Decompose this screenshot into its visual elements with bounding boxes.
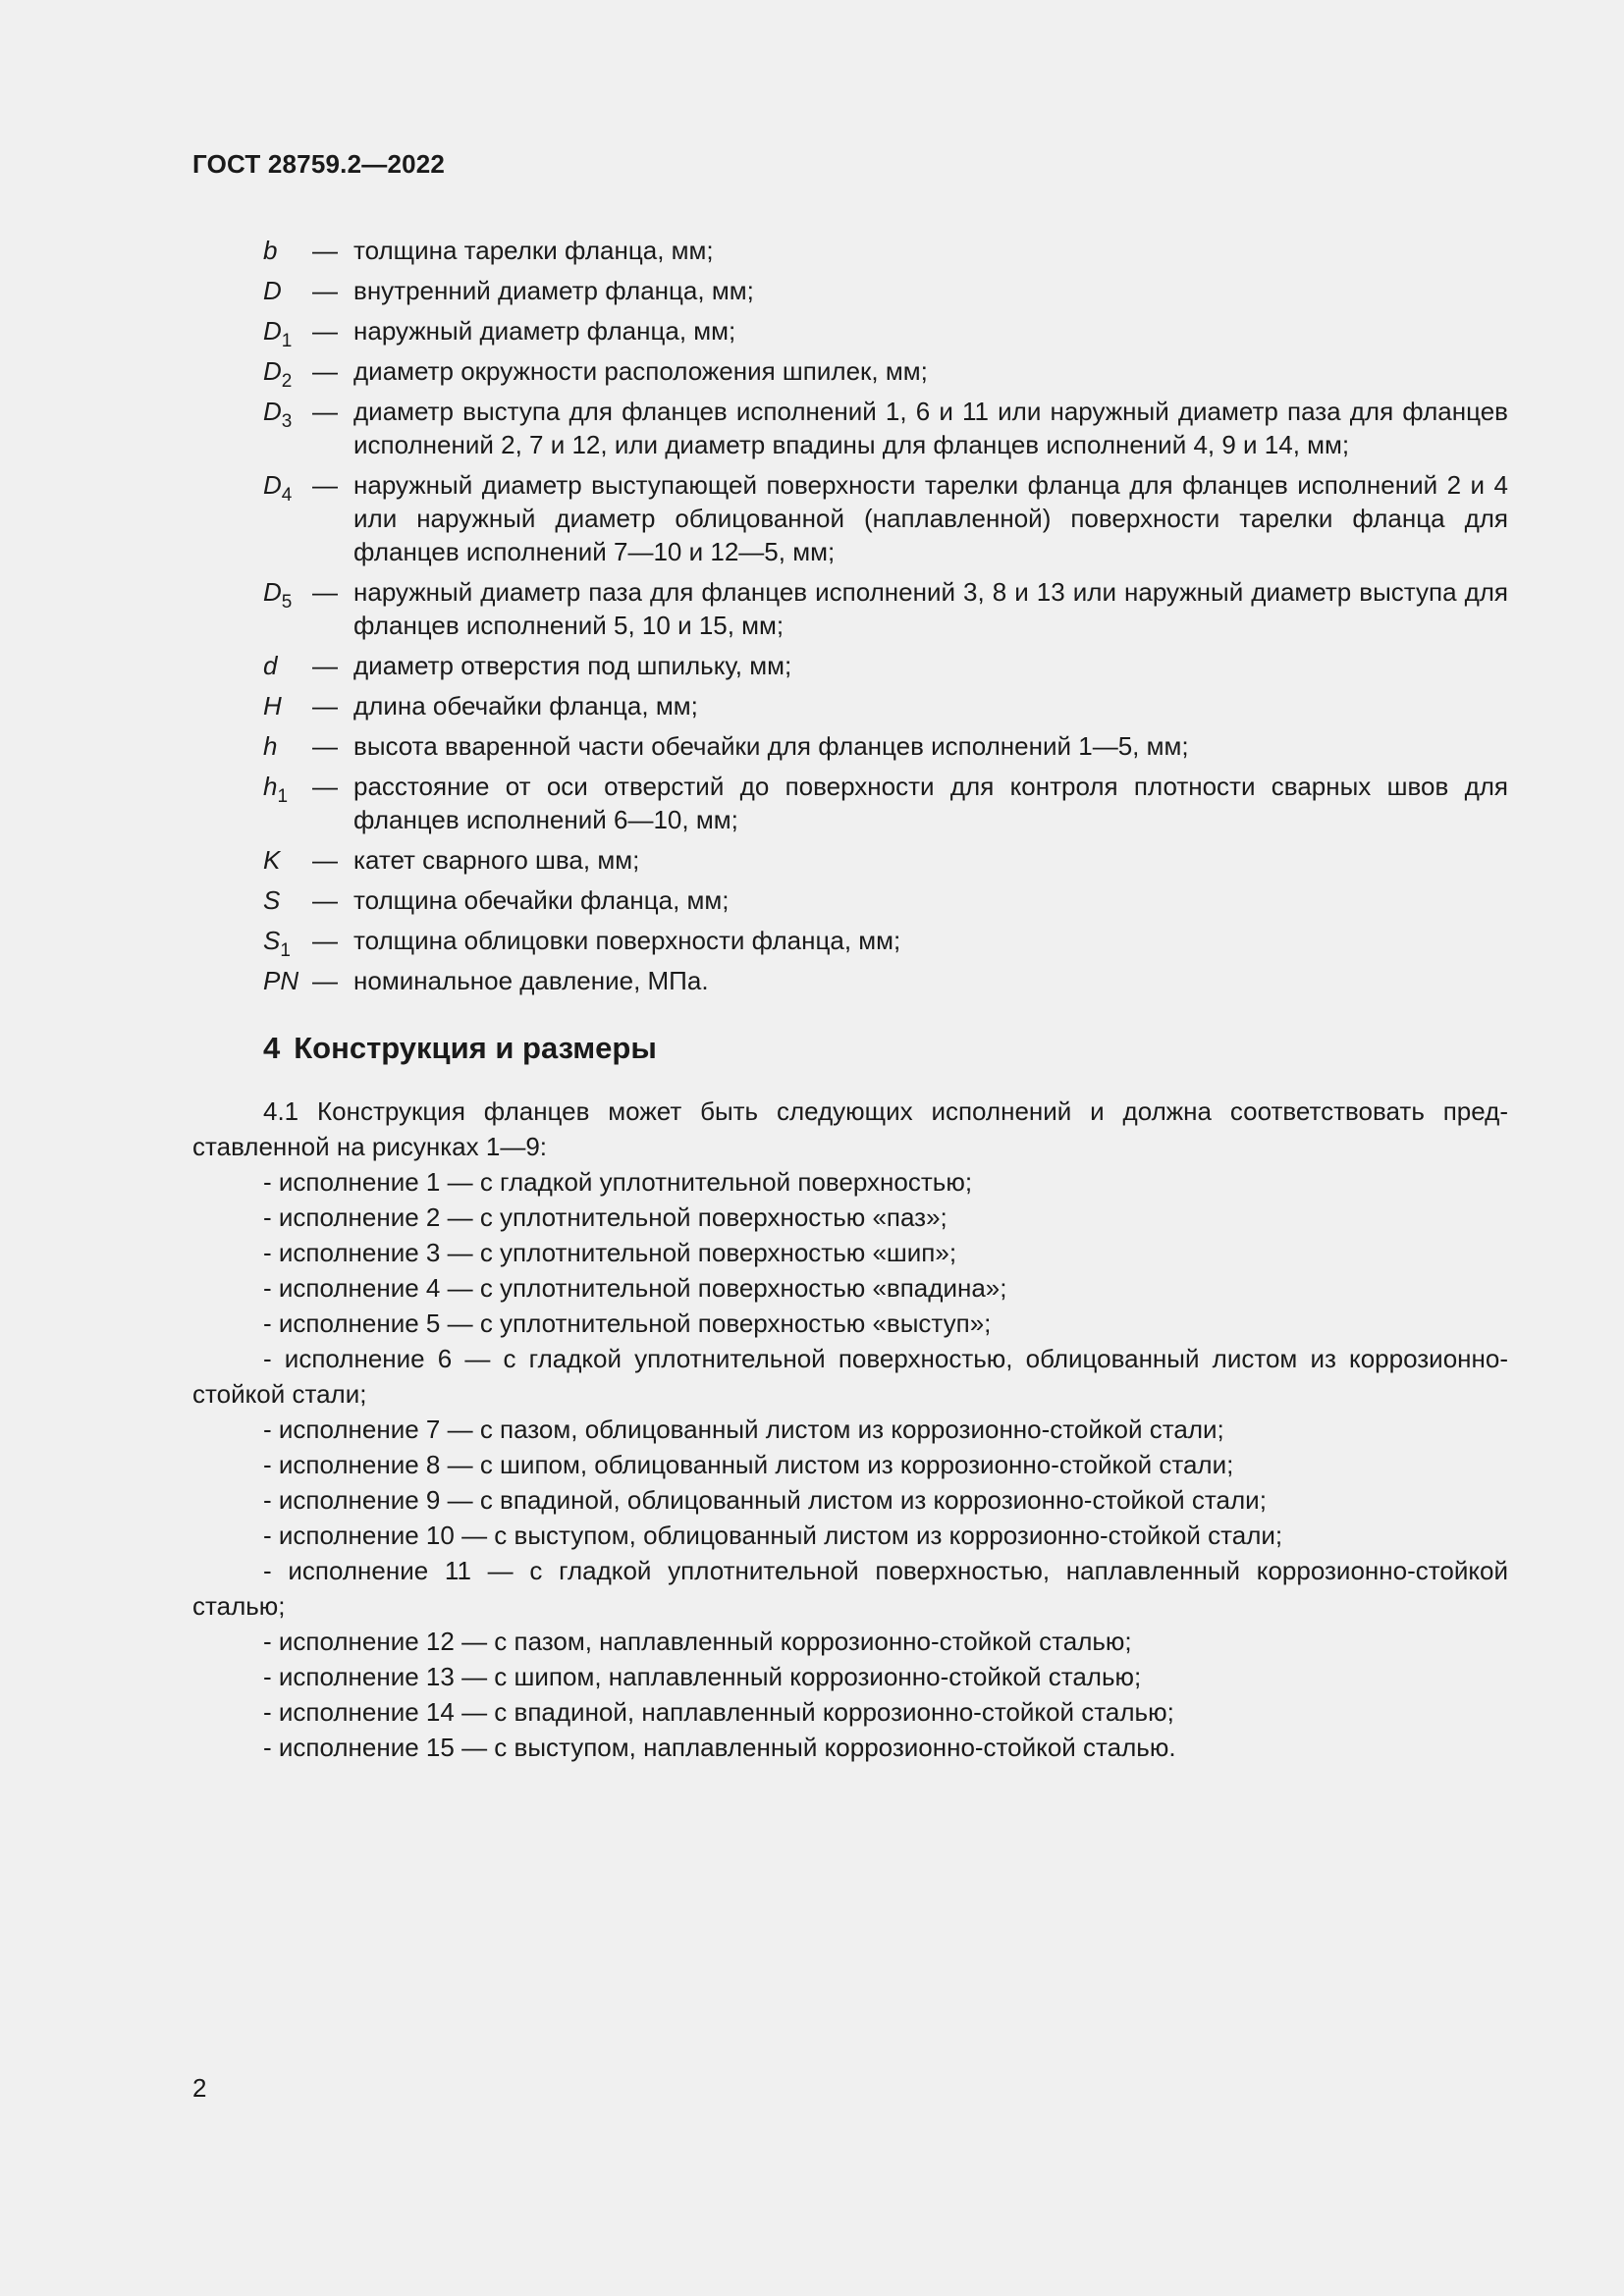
definition-text: номинальное давление, МПа. — [353, 966, 709, 995]
definition-row — [263, 575, 1508, 642]
document-header: ГОСТ 28759.2—2022 — [192, 149, 446, 179]
symbol-letter: S — [263, 926, 281, 955]
clause-paragraph: 4.1 Конструкция фланцев может быть следующих исполнений и должна соответствовать представленной на рисунках 1—9: — [192, 1096, 1508, 1161]
definition-symbol — [263, 395, 312, 461]
definition-text: катет сварного шва, мм; — [353, 845, 640, 875]
symbol-letter: H — [263, 691, 282, 721]
definition-row — [263, 314, 1508, 351]
definition-row — [263, 729, 1508, 763]
execution-list-item: - исполнение 4 — с уплотнительной поверхностью «впадина»; — [263, 1273, 1007, 1303]
symbol-subscript: 1 — [280, 940, 291, 961]
execution-list-item: - исполнение 5 — с уплотнительной поверхностью «выступ»; — [263, 1308, 992, 1338]
definition-text: расстояние от оси отверстий до поверхности для контроля плотности сварных швов для фланцев исполнений 6—10, мм; — [353, 772, 1508, 834]
execution-list-item: - исполнение 1 — с гладкой уплотнительной поверхностью; — [263, 1167, 973, 1197]
symbol-letter: b — [263, 236, 278, 265]
definition-row — [263, 468, 1508, 568]
execution-list-item: - исполнение 10 — с выступом, облицованный листом из коррозионно-стойкой стали; — [263, 1521, 1283, 1550]
definition-text: толщина тарелки фланца, мм; — [353, 236, 714, 265]
definition-symbol — [263, 843, 312, 877]
definition-row — [263, 274, 1508, 307]
symbol-subscript: 1 — [277, 786, 289, 807]
definition-text: диаметр окружности расположения шпилек, мм; — [353, 356, 928, 386]
definition-symbol — [263, 649, 312, 682]
definition-dash: — — [312, 577, 338, 607]
definition-dash: — — [312, 276, 338, 305]
execution-list-item: - исполнение 13 — с шипом, наплавленный коррозионно-стойкой сталью; — [263, 1662, 1142, 1691]
definition-symbol — [263, 770, 312, 836]
symbol-subscript: 1 — [281, 331, 293, 351]
definition-dash: — — [312, 356, 338, 386]
definition-symbol — [263, 689, 312, 722]
definition-dash: — — [312, 236, 338, 265]
definition-text: диаметр выступа для фланцев исполнений 1, 6 и 11 или наружный диаметр паза для фланцев исполнений 2, 7 и 12, или диаметр впадины для фланцев исполнений 4, 9 и 14, мм; — [353, 397, 1508, 459]
symbol-letter: D — [263, 470, 282, 500]
symbol-subscript: 5 — [281, 592, 293, 613]
execution-list-item: - исполнение 3 — с уплотнительной поверхностью «шип»; — [263, 1238, 957, 1267]
definition-dash: — — [312, 926, 338, 955]
definition-row — [263, 395, 1508, 461]
definition-text: наружный диаметр паза для фланцев исполнений 3, 8 и 13 или наружный диаметр выступа для фланцев исполнений 5, 10 и 15, мм; — [353, 577, 1508, 640]
definition-symbol — [263, 354, 312, 392]
definition-dash: — — [312, 470, 338, 500]
definition-row — [263, 234, 1508, 267]
execution-list-item: - исполнение 8 — с шипом, облицованный листом из коррозионно-стойкой стали; — [263, 1450, 1234, 1479]
definition-text: толщина облицовки поверхности фланца, мм; — [353, 926, 901, 955]
definition-dash: — — [312, 845, 338, 875]
symbol-letter: h — [263, 731, 278, 761]
definition-symbol — [263, 575, 312, 642]
section-number: 4 — [263, 1031, 281, 1065]
definition-symbol — [263, 274, 312, 307]
page-number: 2 — [192, 2073, 207, 2103]
execution-list-item: - исполнение 9 — с впадиной, облицованный листом из коррозионно-стойкой стали; — [263, 1485, 1267, 1515]
definition-row — [263, 689, 1508, 722]
definition-symbol — [263, 314, 312, 351]
symbol-definitions-list — [263, 234, 1508, 1004]
definition-row — [263, 354, 1508, 392]
symbol-letter: D — [263, 577, 282, 607]
definition-row — [263, 964, 1508, 997]
definition-dash: — — [312, 772, 338, 801]
definition-symbol — [263, 964, 312, 997]
execution-list-item: - исполнение 6 — с гладкой уплотнительной поверхностью, облицованный листом из коррозионно-стойкой стали; — [192, 1344, 1508, 1409]
definition-text: высота вваренной части обечайки для фланцев исполнений 1—5, мм; — [353, 731, 1189, 761]
execution-list-item: - исполнение 12 — с пазом, наплавленный коррозионно-стойкой сталью; — [263, 1627, 1132, 1656]
section-heading — [263, 1031, 657, 1066]
symbol-subscript: 3 — [281, 411, 293, 432]
definition-text: наружный диаметр выступающей поверхности тарелки фланца для фланцев исполнений 2 и 4 или наружный диаметр облицованной (наплавленной) поверхности тарелки фланца для фланцев исполнений 7—10 и 12—5, мм; — [353, 470, 1508, 566]
definition-row — [263, 770, 1508, 836]
definition-text: наружный диаметр фланца, мм; — [353, 316, 736, 346]
execution-list-item: - исполнение 7 — с пазом, облицованный листом из коррозионно-стойкой стали; — [263, 1415, 1224, 1444]
symbol-letter: D — [263, 356, 282, 386]
symbol-subscript: 4 — [281, 485, 293, 506]
execution-list-item: - исполнение 14 — с впадиной, наплавленный коррозионно-стойкой сталью; — [263, 1697, 1174, 1727]
definition-dash: — — [312, 316, 338, 346]
definition-dash: — — [312, 966, 338, 995]
definition-dash: — — [312, 651, 338, 680]
definition-symbol — [263, 234, 312, 267]
definition-row — [263, 924, 1508, 961]
symbol-letter: d — [263, 651, 278, 680]
definition-text: толщина обечайки фланца, мм; — [353, 885, 730, 915]
definition-symbol — [263, 729, 312, 763]
definition-row — [263, 843, 1508, 877]
definition-symbol — [263, 924, 312, 961]
definition-text: внутренний диаметр фланца, мм; — [353, 276, 754, 305]
definition-dash: — — [312, 731, 338, 761]
definition-dash: — — [312, 397, 338, 426]
symbol-letter: PN — [263, 966, 299, 995]
execution-list-item: - исполнение 15 — с выступом, наплавленный коррозионно-стойкой сталью. — [263, 1733, 1176, 1762]
symbol-letter: D — [263, 316, 282, 346]
definition-text: длина обечайки фланца, мм; — [353, 691, 698, 721]
symbol-letter: S — [263, 885, 281, 915]
definition-symbol — [263, 468, 312, 568]
symbol-letter: D — [263, 397, 282, 426]
section-body — [192, 1094, 1508, 1765]
definition-text: диаметр отверстия под шпильку, мм; — [353, 651, 792, 680]
symbol-letter: D — [263, 276, 282, 305]
section-title: Конструкция и размеры — [294, 1031, 657, 1065]
symbol-subscript: 2 — [281, 371, 293, 392]
execution-list-item: - исполнение 2 — с уплотнительной поверхностью «паз»; — [263, 1202, 947, 1232]
definition-dash: — — [312, 885, 338, 915]
definition-symbol — [263, 883, 312, 917]
symbol-letter: h — [263, 772, 278, 801]
definition-dash: — — [312, 691, 338, 721]
definition-row — [263, 883, 1508, 917]
symbol-letter: K — [263, 845, 281, 875]
execution-list-item: - исполнение 11 — с гладкой уплотнительной поверхностью, наплавленный коррозионно-стойкой сталью; — [192, 1556, 1508, 1621]
definition-row — [263, 649, 1508, 682]
